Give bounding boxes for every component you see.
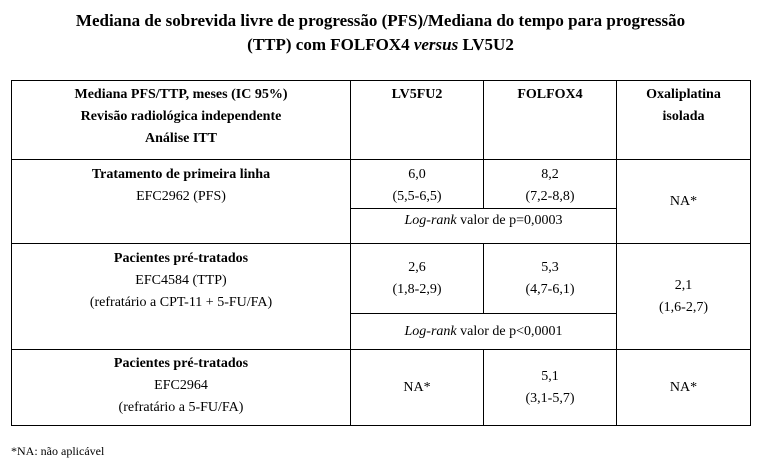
logrank-cell: Log-rank valor de p=0,0003: [351, 209, 617, 244]
cell-folfox4: 5,1 (3,1-5,7): [484, 350, 617, 426]
cell-folfox4: 5,3 (4,7-6,1): [484, 244, 617, 314]
cell-oxaliplatina: 2,1 (1,6-2,7): [617, 244, 751, 350]
header-row: [12, 81, 751, 160]
cell-folfox4: 8,2 (7,2-8,8): [484, 160, 617, 209]
row-label: Pacientes pré-tratados EFC2964 (refratário a 5-FU/FA): [12, 350, 351, 426]
title-line-2: (TTP) com FOLFOX4 versus LV5U2: [247, 35, 514, 54]
results-table: [11, 80, 751, 426]
cell-lv5fu2: NA*: [351, 350, 484, 426]
page-title: [0, 9, 761, 57]
header-col-oxaliplatina: Oxaliplatina isolada: [617, 81, 751, 160]
row-label: Pacientes pré-tratados EFC4584 (TTP) (refratário a CPT-11 + 5-FU/FA): [12, 244, 351, 350]
cell-lv5fu2: 6,0 (5,5-6,5): [351, 160, 484, 209]
table-row: [12, 160, 751, 209]
row-label: Tratamento de primeira linha EFC2962 (PFS): [12, 160, 351, 244]
cell-oxaliplatina: NA*: [617, 350, 751, 426]
header-col-measure: Mediana PFS/TTP, meses (IC 95%) Revisão radiológica independente Análise ITT: [12, 81, 351, 160]
logrank-cell: Log-rank valor de p<0,0001: [351, 314, 617, 350]
table-row: [12, 244, 751, 314]
header-col-folfox4: FOLFOX4: [484, 81, 617, 160]
table-row: [12, 350, 751, 426]
title-line-1: Mediana de sobrevida livre de progressão (PFS)/Mediana do tempo para progressão: [75, 11, 686, 30]
footnote: *NA: não aplicável: [11, 444, 105, 458]
cell-oxaliplatina: NA*: [617, 160, 751, 244]
cell-lv5fu2: 2,6 (1,8-2,9): [351, 244, 484, 314]
header-col-lv5fu2: LV5FU2: [351, 81, 484, 160]
